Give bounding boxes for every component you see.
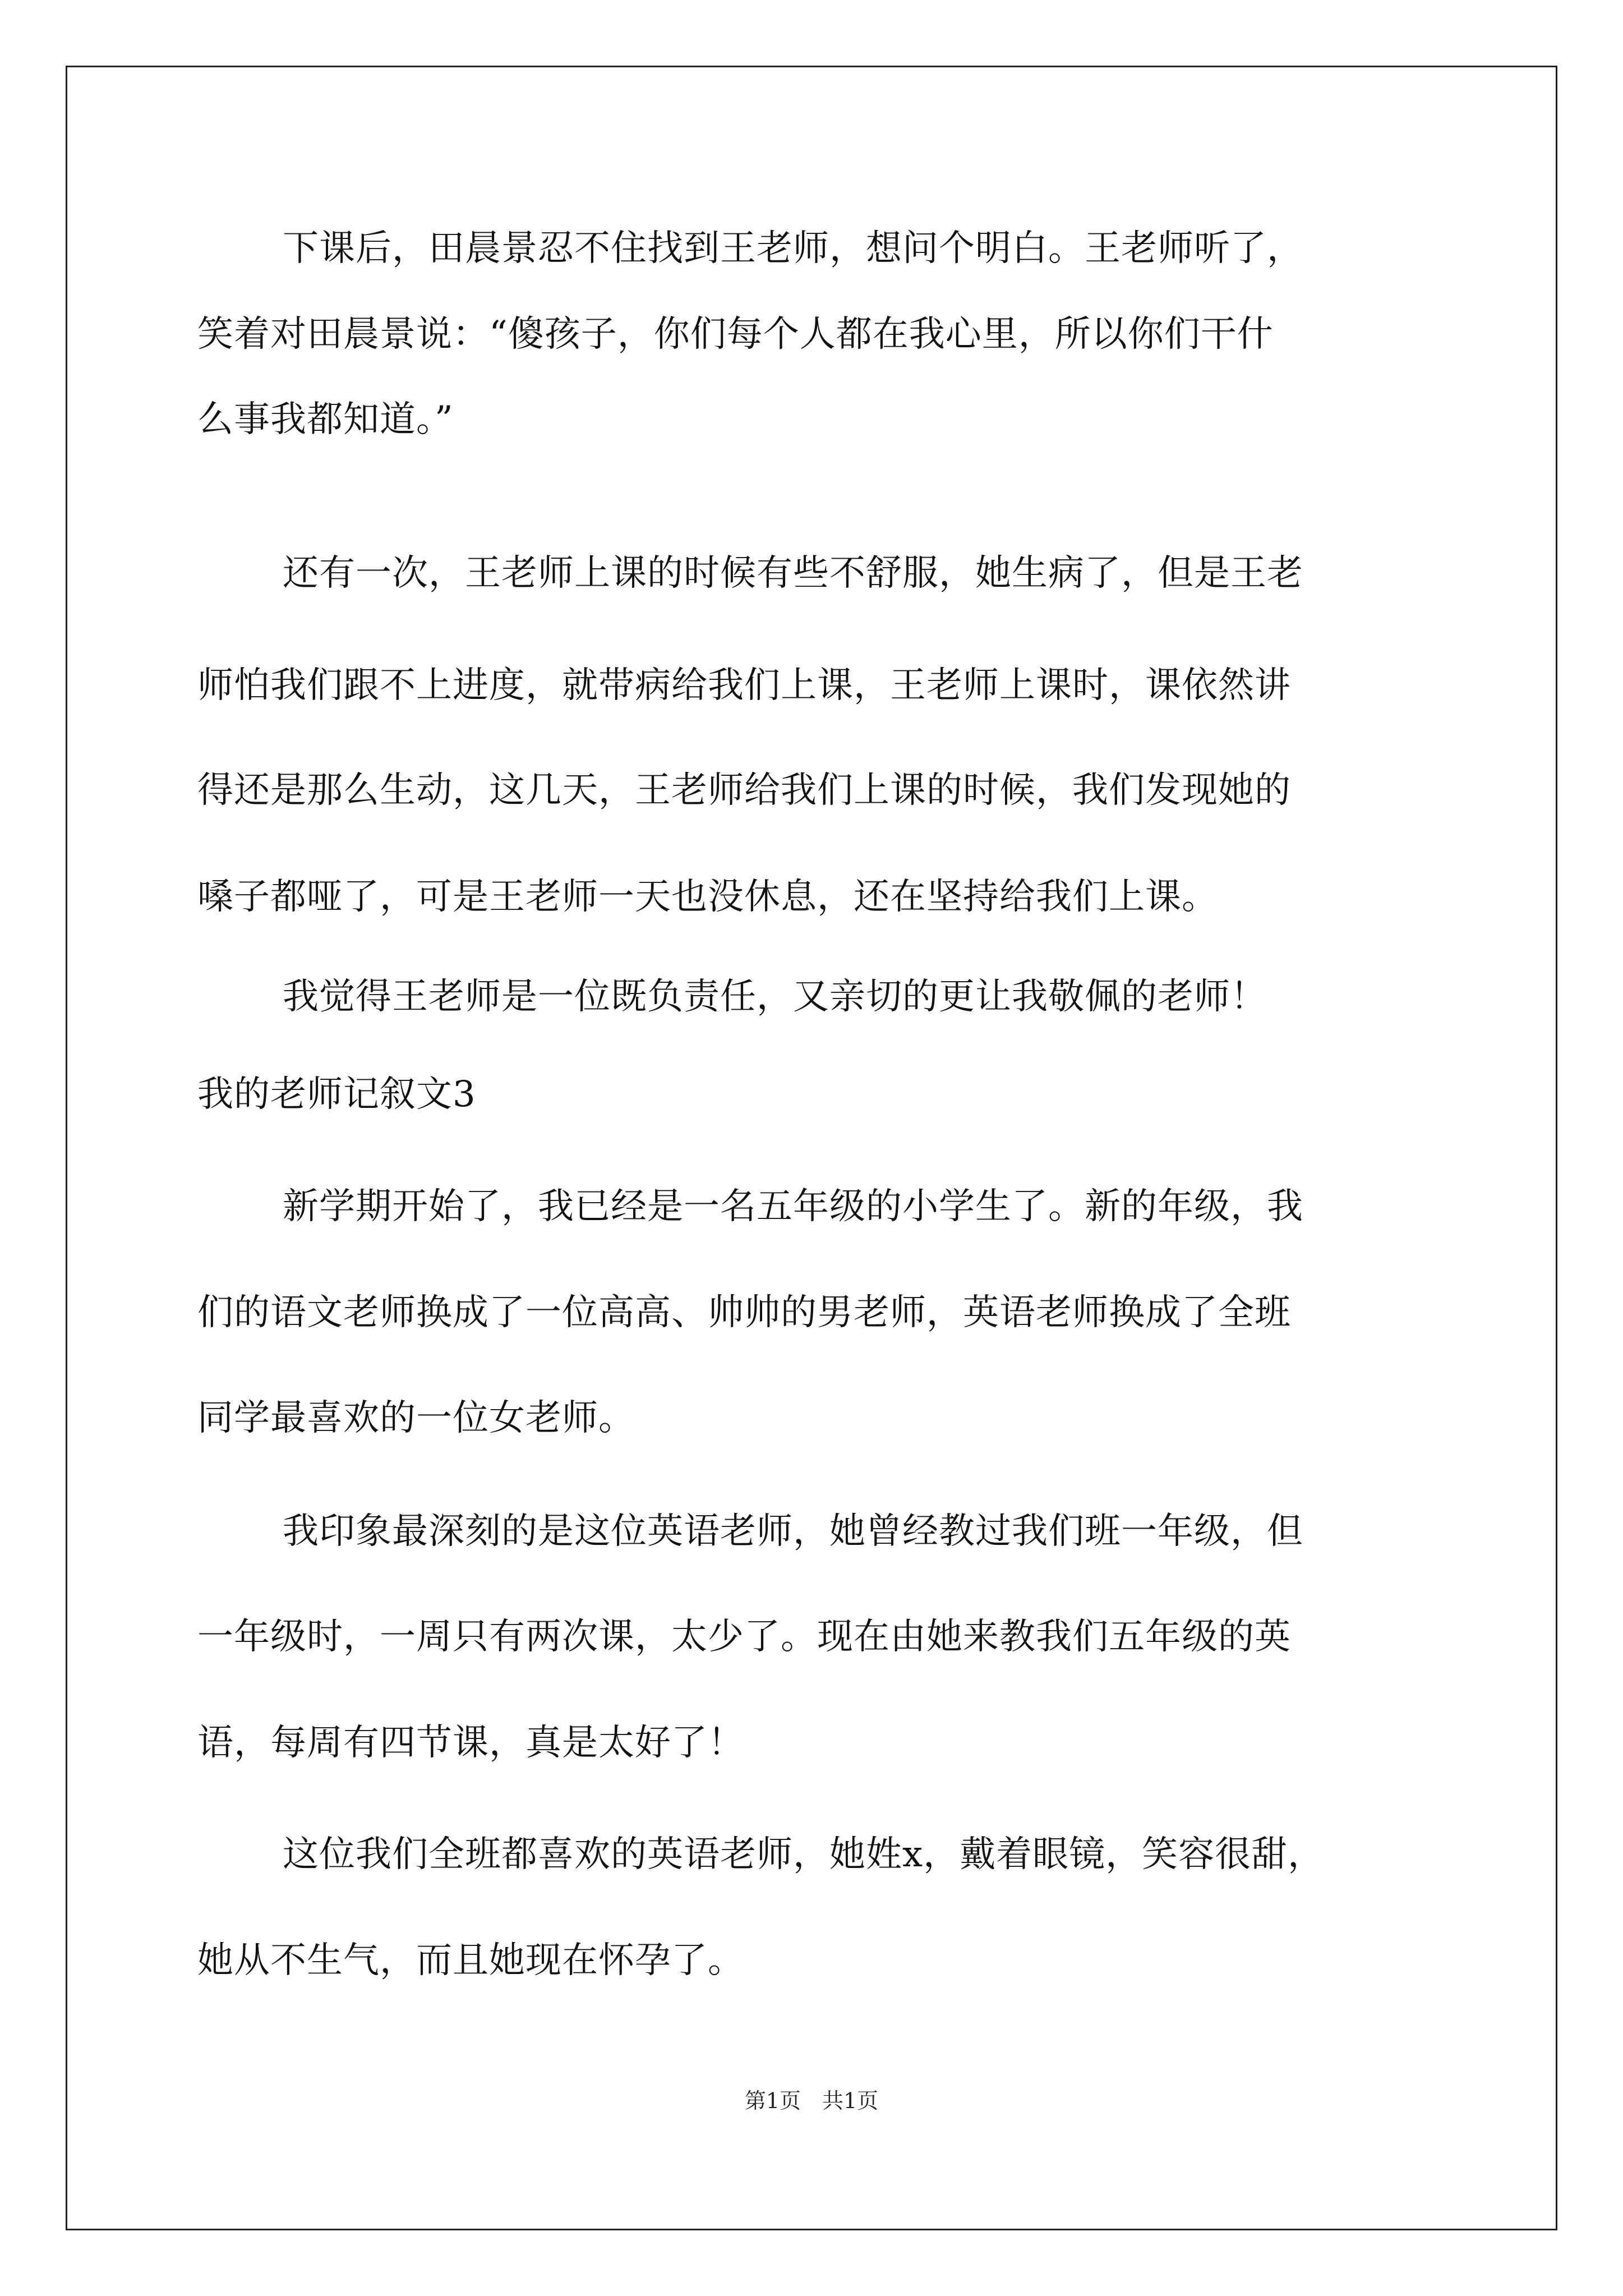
page-footer: 第1页 共1页 xyxy=(744,2088,879,2113)
section-heading: 我的老师记叙文3 xyxy=(197,1074,476,1115)
paragraph-5-line-1: 我印象最深刻的是这位英语老师，她曾经教过我们班一年级，但 xyxy=(283,1511,1303,1552)
paragraph-1-line-3: 么事我都知道。” xyxy=(197,399,454,440)
paragraph-4-line-3: 同学最喜欢的一位女老师。 xyxy=(197,1397,635,1439)
paragraph-4-line-2: 们的语文老师换成了一位高高、帅帅的男老师，英语老师换成了全班 xyxy=(197,1292,1291,1333)
paragraph-5-line-3: 语，每周有四节课，真是太好了！ xyxy=(197,1722,744,1764)
paragraph-2-line-1: 还有一次，王老师上课的时候有些不舒服，她生病了，但是王老 xyxy=(283,553,1303,594)
paragraph-4-line-1: 新学期开始了，我已经是一名五年级的小学生了。新的年级，我 xyxy=(283,1186,1303,1227)
paragraph-1-line-1: 下课后，田晨景忍不住找到王老师，想问个明白。王老师听了， xyxy=(283,228,1303,269)
paragraph-3-line-1: 我觉得王老师是一位既负责任，又亲切的更让我敬佩的老师！ xyxy=(283,976,1267,1018)
paragraph-2-line-4: 嗓子都哑了，可是王老师一天也没休息，还在坚持给我们上课。 xyxy=(197,876,1218,918)
page-border xyxy=(66,66,1557,2230)
paragraph-6-line-2: 她从不生气，而且她现在怀孕了。 xyxy=(197,1940,744,1981)
paragraph-5-line-2: 一年级时，一周只有两次课，太少了。现在由她来教我们五年级的英 xyxy=(197,1616,1291,1658)
paragraph-6-line-1: 这位我们全班都喜欢的英语老师，她姓x，戴着眼镜，笑容很甜， xyxy=(283,1834,1325,1875)
paragraph-1-line-2: 笑着对田晨景说：“傻孩子，你们每个人都在我心里，所以你们干什 xyxy=(197,314,1274,355)
paragraph-2-line-3: 得还是那么生动，这几天，王老师给我们上课的时候，我们发现她的 xyxy=(197,770,1291,811)
paragraph-2-line-2: 师怕我们跟不上进度，就带病给我们上课，王老师上课时，课依然讲 xyxy=(197,665,1291,706)
